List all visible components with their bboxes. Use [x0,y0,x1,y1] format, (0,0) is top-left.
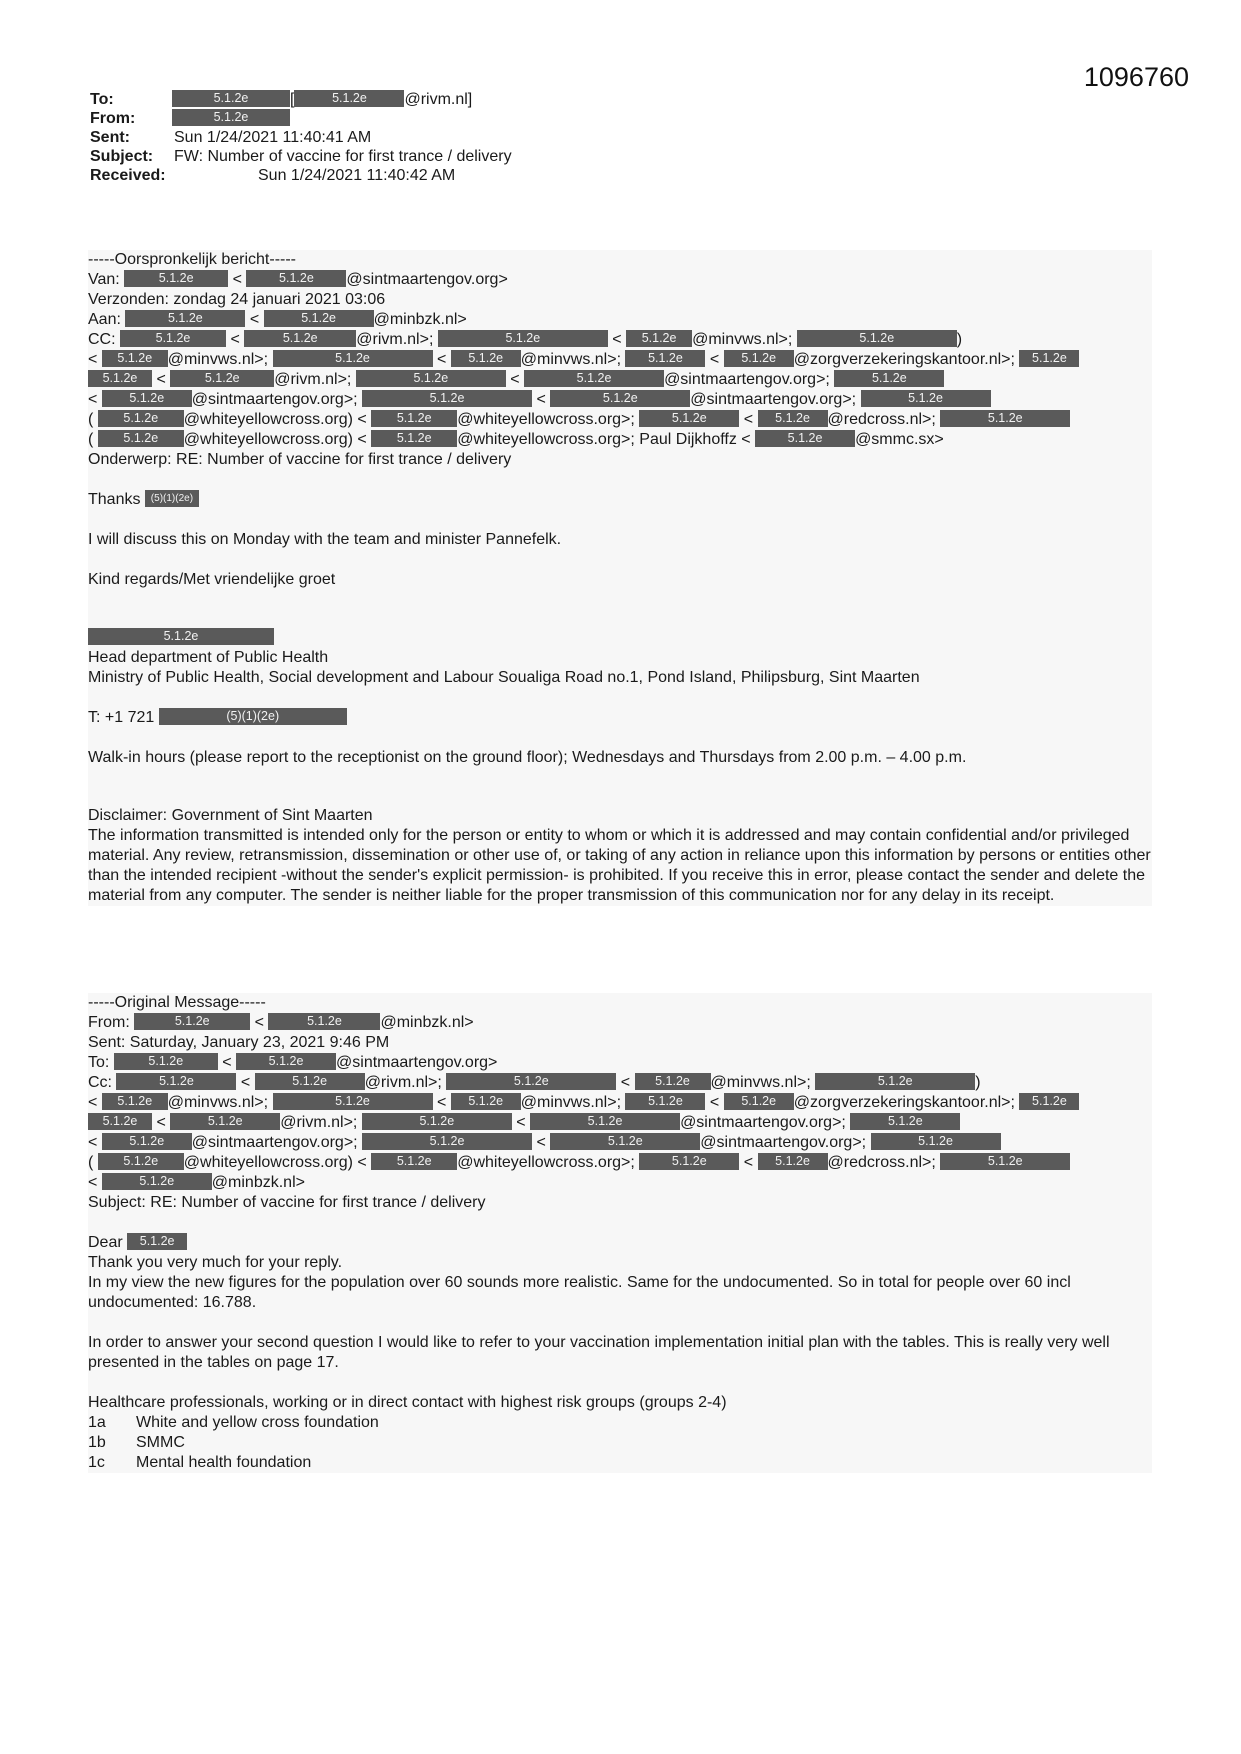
message-1 [88,250,1152,906]
redaction-box: 5.1.2e [356,370,506,387]
redaction-box: 5.1.2e [127,1233,187,1250]
redaction-box: 5.1.2e [268,1013,380,1030]
redaction-box: 5.1.2e [124,270,228,287]
disclaimer-text: The information transmitted is intended only for the person or entity to whom or which it is addressed and may contain confidential and/or privileged material. Any review, retransmission, dissemination or other use of, or taking of any action in reliance upon this information by persons or entities other than the intended recipient -without the sender's explicit permission- is prohibited. If you receive this in error, please contact the sender and delete the material from any computer. The sender is neither liable for the proper transmission of this communication nor for any delay in its receipt. [88,827,1151,904]
from-label: From: [90,110,136,127]
redaction-box: 5.1.2e [170,1113,280,1130]
redaction-box: 5.1.2e [246,270,346,287]
redaction-box: 5.1.2e [940,1153,1070,1170]
redaction-box: 5.1.2e [758,410,828,427]
redaction-box: 5.1.2e [273,350,433,367]
redaction-box: 5.1.2e [861,390,991,407]
disclaimer-title: Disclaimer: Government of Sint Maarten [88,807,373,824]
dear-line: Dear 5.1.2e [88,1233,1152,1253]
redaction-box: 5.1.2e [758,1153,828,1170]
cc-line: Cc: 5.1.2e < 5.1.2e @rivm.nl>; 5.1.2e < 5.1.2e @minvws.nl>; 5.1.2e ) [88,1074,981,1091]
sig-name [88,628,1152,648]
subject-value: FW: Number of vaccine for first trance / delivery [174,148,512,165]
cc-line: ( 5.1.2e @whiteyellowcross.org) < 5.1.2e @whiteyellowcross.org>; Paul Dijkhoffz < 5.1.2e @smmc.sx> [88,431,944,448]
redaction-box: 5.1.2e [940,410,1070,427]
redaction-box: 5.1.2e [362,1113,512,1130]
van-line: Van: 5.1.2e < 5.1.2e @sintmaartengov.org> [88,271,508,288]
paragraph-2: In order to answer your second question I would like to refer to your vaccination implementation initial plan with the tables. This is really very well presented in the tables on page 17. [88,1334,1110,1371]
sig-title: Head department of Public Health [88,649,329,666]
body-text: I will discuss this on Monday with the team and minister Pannefelk. [88,531,562,548]
to-line: To: 5.1.2e < 5.1.2e @sintmaartengov.org> [88,1054,498,1071]
message-2 [88,993,1152,1473]
redaction-box: 5.1.2e [134,1013,250,1030]
redaction-box: 5.1.2e [1019,350,1079,367]
redaction-box: 5.1.2e [371,430,457,447]
to-label: To: [90,91,114,108]
to-value [172,90,472,109]
redaction-box: 5.1.2e [1019,1093,1079,1110]
redaction-box: 5.1.2e [626,330,692,347]
separator: -----Original Message----- [88,994,266,1011]
redaction-box: 5.1.2e [102,350,168,367]
redaction-box: 5.1.2e [530,1113,680,1130]
redaction-box: 5.1.2e [639,410,739,427]
email-header [90,90,690,190]
redaction-box: 5.1.2e [871,1133,1001,1150]
thank-you: Thank you very much for your reply. [88,1254,343,1271]
redaction-box: 5.1.2e [273,1093,433,1110]
redaction-box: 5.1.2e [170,370,274,387]
cc-line: < 5.1.2e @sintmaartengov.org>; 5.1.2e < 5.1.2e @sintmaartengov.org>; 5.1.2e [88,1133,1152,1153]
redaction-box: 5.1.2e [102,1173,212,1190]
cc-line: ( 5.1.2e @whiteyellowcross.org) < 5.1.2e @whiteyellowcross.org>; 5.1.2e < 5.1.2e @redcross.nl>; 5.1.2e [88,1153,1152,1173]
aan-line: Aan: 5.1.2e < 5.1.2e @minbzk.nl> [88,311,467,328]
redaction-box: 5.1.2e [446,1073,616,1090]
cc-line: 5.1.2e < 5.1.2e @rivm.nl>; 5.1.2e < 5.1.2e @sintmaartengov.org>; 5.1.2e [88,370,1152,390]
separator: -----Oorspronkelijk bericht----- [88,251,297,268]
redaction-box: 5.1.2e [236,1053,336,1070]
hc-heading: Healthcare professionals, working or in direct contact with highest risk groups (groups 2-4) [88,1394,727,1411]
redaction-box: 5.1.2e [255,1073,365,1090]
redaction-box: 5.1.2e [635,1073,711,1090]
redaction-box: 5.1.2e [724,1093,794,1110]
bracket: [ [290,91,295,108]
list-item: 1b SMMC [88,1434,185,1451]
cc-line: < 5.1.2e @sintmaartengov.org>; 5.1.2e < 5.1.2e @sintmaartengov.org>; 5.1.2e [88,390,1152,410]
paragraph-1: In my view the new figures for the population over 60 sounds more realistic. Same for the undocumented. So in total for people over 60 incl undocumented: 16.788. [88,1274,1071,1311]
redaction-box: 5.1.2e [98,410,184,427]
redaction-box: 5.1.2e [102,1093,168,1110]
redaction-box: (5)(1)(2e) [145,490,199,507]
redaction-box: 5.1.2e [362,390,532,407]
redaction-box: 5.1.2e [98,430,184,447]
redaction-box: 5.1.2e [850,1113,960,1130]
received-label: Received: [90,167,166,184]
redaction-box: 5.1.2e [120,330,226,347]
sent-line: Sent: Saturday, January 23, 2021 9:46 PM [88,1034,390,1051]
redaction-box: 5.1.2e [438,330,608,347]
redaction-box: 5.1.2e [834,370,944,387]
redaction-box: 5.1.2e [102,390,192,407]
cc-line: ( 5.1.2e @whiteyellowcross.org) < 5.1.2e @whiteyellowcross.org>; 5.1.2e < 5.1.2e @redcross.nl>; 5.1.2e [88,410,1152,430]
redaction-box: 5.1.2e [524,370,664,387]
cc-line: < 5.1.2e @minvws.nl>; 5.1.2e < 5.1.2e @minvws.nl>; 5.1.2e < 5.1.2e @zorgverzekeringskantoor.nl>; 5.1.2e [88,350,1152,370]
thanks-line: Thanks (5)(1)(2e) [88,490,1152,510]
list-item: 1a White and yellow cross foundation [88,1414,379,1431]
redaction-box: 5.1.2e [550,1133,700,1150]
redaction-box: 5.1.2e [88,1113,152,1130]
walkin-hours: Walk-in hours (please report to the receptionist on the ground floor); Wednesdays and Thursdays from 2.00 p.m. – 4.00 p.m. [88,749,967,766]
cc-line: < 5.1.2e @minbzk.nl> [88,1174,305,1191]
redaction-box: 5.1.2e [114,1053,218,1070]
redaction-box: 5.1.2e [639,1153,739,1170]
redaction-box: 5.1.2e [625,350,705,367]
redaction-box: 5.1.2e [371,410,457,427]
document-number: 1096760 [1083,62,1189,92]
redaction-box: 5.1.2e [451,350,521,367]
redaction-box: 5.1.2e [371,1153,457,1170]
verzonden-line: Verzonden: zondag 24 januari 2021 03:06 [88,291,386,308]
redaction-box: 5.1.2e [125,310,245,327]
cc-line: < 5.1.2e @minvws.nl>; 5.1.2e < 5.1.2e @minvws.nl>; 5.1.2e < 5.1.2e @zorgverzekeringskantoor.nl>; 5.1.2e [88,1093,1152,1113]
redaction-box: 5.1.2e [625,1093,705,1110]
redaction-box: 5.1.2e [264,310,374,327]
received-value: Sun 1/24/2021 11:40:42 AM [258,167,456,184]
from-line: From: 5.1.2e < 5.1.2e @minbzk.nl> [88,1014,474,1031]
redaction-box: 5.1.2e [98,1153,184,1170]
redaction-box: 5.1.2e [724,350,794,367]
sent-value: Sun 1/24/2021 11:40:41 AM [174,129,372,146]
redaction-box: 5.1.2e [797,330,957,347]
redaction-box: 5.1.2e [88,370,152,387]
regards: Kind regards/Met vriendelijke groet [88,571,336,588]
redaction-box: 5.1.2e [244,330,356,347]
redaction: 5.1.2e [172,109,290,126]
cc-line: 5.1.2e < 5.1.2e @rivm.nl>; 5.1.2e < 5.1.2e @sintmaartengov.org>; 5.1.2e [88,1113,1152,1133]
redaction-box: 5.1.2e [362,1133,532,1150]
redaction-box: 5.1.2e [451,1093,521,1110]
redaction-box: 5.1.2e [815,1073,975,1090]
redaction-box: 5.1.2e [116,1073,236,1090]
sig-ministry: Ministry of Public Health, Social development and Labour Soualiga Road no.1, Pond Island, Philipsburg, Sint Maarten [88,669,920,686]
redaction-box: 5.1.2e [102,1133,192,1150]
list-item: 1c Mental health foundation [88,1454,312,1471]
subject-label: Subject: [90,148,154,165]
redaction-box: (5)(1)(2e) [159,708,347,725]
onderwerp-line: Onderwerp: RE: Number of vaccine for first trance / delivery [88,451,512,468]
phone-line: T: +1 721 (5)(1)(2e) [88,708,1152,728]
to-domain: @rivm.nl] [404,91,473,108]
redaction-box: 5.1.2e [550,390,690,407]
redaction: 5.1.2e [294,90,404,107]
redaction: 5.1.2e [172,90,290,107]
redaction-box: 5.1.2e [755,430,855,447]
cc-line: CC: 5.1.2e < 5.1.2e @rivm.nl>; 5.1.2e < 5.1.2e @minvws.nl>; 5.1.2e ) [88,331,963,348]
sent-label: Sent: [90,129,130,146]
subject-line: Subject: RE: Number of vaccine for first trance / delivery [88,1194,486,1211]
redaction-box: 5.1.2e [88,628,274,645]
